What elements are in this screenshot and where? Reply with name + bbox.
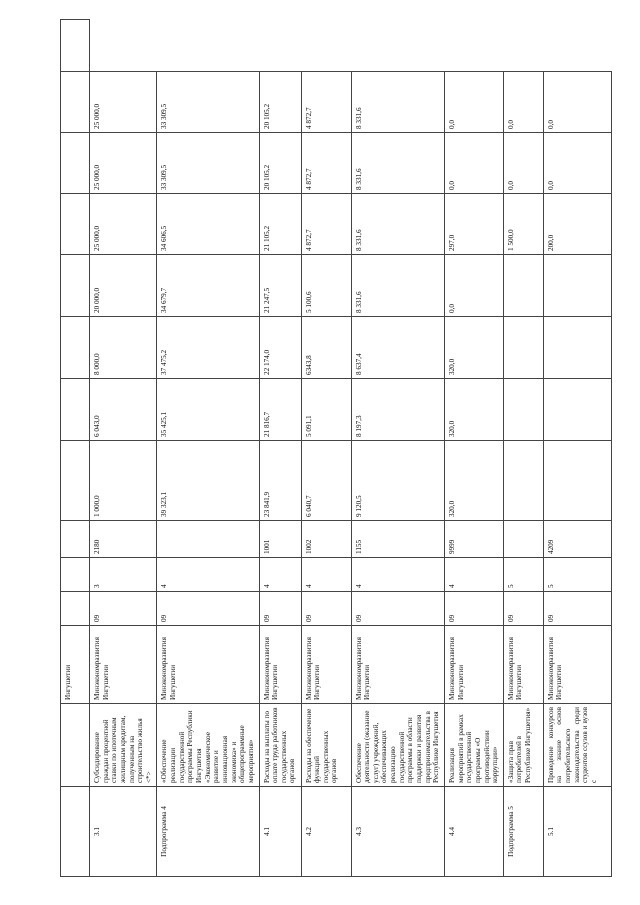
value-cell: 20 000,0 [90,255,157,317]
value-cell: 25 000,0 [90,133,157,194]
table-row [444,20,503,877]
value-cell: 0,0 [543,72,611,133]
value-cell: 8 331,6 [351,72,444,133]
executor-cell: Минэкономразвития Ингушетии [503,626,543,704]
executor-cell: Минэкономразвития Ингушетии [259,626,301,704]
code-cell: 4.1 [259,787,301,877]
code-cell: 5.1 [543,787,611,877]
value-cell: 21 816,7 [259,379,301,441]
value-cell [543,317,611,379]
value-cell: 0,0 [444,255,503,317]
executor-cell: Минэкономразвития Ингушетии [157,626,259,704]
value-cell: 5 091,1 [301,379,351,441]
value-cell: 6343,8 [301,317,351,379]
value-cell: 20 105,2 [259,72,301,133]
rz-cell: 4 [301,558,351,592]
code-cell: Подпрограмма 4 [157,787,259,877]
rz-cell: 4 [444,558,503,592]
rz-cell: 4 [351,558,444,592]
rz-cell: 3 [90,558,157,592]
value-cell: 200,0 [543,194,611,255]
value-cell: 8 331,6 [351,255,444,317]
grbs-cell: 09 [503,592,543,626]
grbs-cell: 09 [90,592,157,626]
pr-cell: 1001 [259,521,301,558]
value-cell [543,379,611,441]
name-cell: Обеспечение деятельности (оказание услуг) учреждений, обеспечивающих реализацию государственной программы в области поддержки и развития предпринимательства в Республике Ингушетия [351,704,444,787]
name-cell: Проведение конкурсов на знание основ потребительского законодательства среди студентов ссузов и вузов с [543,704,611,787]
value-cell: 35 425,1 [157,379,259,441]
table-row [543,20,611,877]
value-cell [503,317,543,379]
pr-cell: 1155 [351,521,444,558]
value-cell: 297,0 [444,194,503,255]
value-cell: 320,0 [444,317,503,379]
table-row [301,20,351,877]
pr-cell [503,521,543,558]
value-cell: 0,0 [444,133,503,194]
name-cell: «Обеспечение реализации государственной программы Республики Ингушетия «Экономическое развитие и инновационная экономика» и общепрограммные мероприятия» [157,704,259,787]
value-cell: 1 000,0 [90,441,157,521]
pr-cell: 1002 [301,521,351,558]
value-cell: 33 309,5 [157,133,259,194]
executor-cell: Минэкономразвития Ингушетии [90,626,157,704]
table-row [351,20,444,877]
budget-table [60,19,612,877]
code-cell: 4.4 [444,787,503,877]
value-cell: 8 331,6 [351,194,444,255]
code-cell: Подпрограмма 5 [503,787,543,877]
name-cell: Расходы на обеспечение функций государственных органов [301,704,351,787]
executor-cell: Ингушетии [61,626,90,704]
grbs-cell: 09 [157,592,259,626]
table-row [157,20,259,877]
value-cell [543,441,611,521]
table-row [90,20,157,877]
value-cell: 25 000,0 [90,194,157,255]
value-cell: 23 841,9 [259,441,301,521]
pr-cell: 2180 [90,521,157,558]
value-cell: 39 323,1 [157,441,259,521]
value-cell: 0,0 [503,72,543,133]
name-cell: «Защита прав потребителей в Республике Ингушетия» [503,704,543,787]
value-cell: 4 872,7 [301,72,351,133]
value-cell: 8 000,0 [90,317,157,379]
value-cell: 34 679,7 [157,255,259,317]
table-row [503,20,543,877]
grbs-cell: 09 [351,592,444,626]
table-row [259,20,301,877]
value-cell [543,255,611,317]
value-cell: 0,0 [444,72,503,133]
value-cell: 6 043,0 [90,379,157,441]
value-cell [503,255,543,317]
value-cell: 0,0 [543,133,611,194]
value-cell: 320,0 [444,441,503,521]
value-cell: 4 872,7 [301,133,351,194]
executor-cell: Минэкономразвития Ингушетии [301,626,351,704]
value-cell [503,379,543,441]
value-cell: 6 040,7 [301,441,351,521]
executor-cell: Минэкономразвития Ингушетии [444,626,503,704]
grbs-cell: 09 [301,592,351,626]
name-cell: Реализация мероприятий в рамках государственной программы «О противодействии коррупции» [444,704,503,787]
value-cell: 8 197,3 [351,379,444,441]
value-cell: 21 105,2 [259,194,301,255]
rotated-page [60,20,598,877]
value-cell: 8 331,6 [351,133,444,194]
code-cell: 4.2 [301,787,351,877]
pr-cell [157,521,259,558]
code-cell: 3.1 [90,787,157,877]
executor-cell: Минэкономразвития Ингушетии [543,626,611,704]
value-cell: 33 309,5 [157,72,259,133]
value-cell [503,441,543,521]
value-cell: 21 247,5 [259,255,301,317]
rz-cell: 4 [259,558,301,592]
executor-cell: Минэкономразвития Ингушетии [351,626,444,704]
table-row-top [61,20,90,877]
value-cell: 5 100,6 [301,255,351,317]
value-cell: 8 637,4 [351,317,444,379]
rz-cell: 5 [543,558,611,592]
value-cell: 20 105,2 [259,133,301,194]
value-cell: 34 606,5 [157,194,259,255]
grbs-cell: 09 [259,592,301,626]
value-cell: 0,0 [503,133,543,194]
code-cell: 4.3 [351,787,444,877]
value-cell: 37 475,2 [157,317,259,379]
value-cell: 1 500,0 [503,194,543,255]
value-cell: 4 872,7 [301,194,351,255]
value-cell: 320,0 [444,379,503,441]
name-cell: Субсидирование граждан процентной ставки по ипотечным жилищным кредитам, полученным на строительство жилья <*> [90,704,157,787]
rz-cell: 4 [157,558,259,592]
grbs-cell: 09 [444,592,503,626]
name-cell: Расходы на выплаты по оплате труда работников государственных органов [259,704,301,787]
rz-cell: 5 [503,558,543,592]
value-cell: 9 120,5 [351,441,444,521]
pr-cell: 4209 [543,521,611,558]
value-cell: 25 000,0 [90,72,157,133]
grbs-cell: 09 [543,592,611,626]
pr-cell: 9999 [444,521,503,558]
value-cell: 22 174,0 [259,317,301,379]
